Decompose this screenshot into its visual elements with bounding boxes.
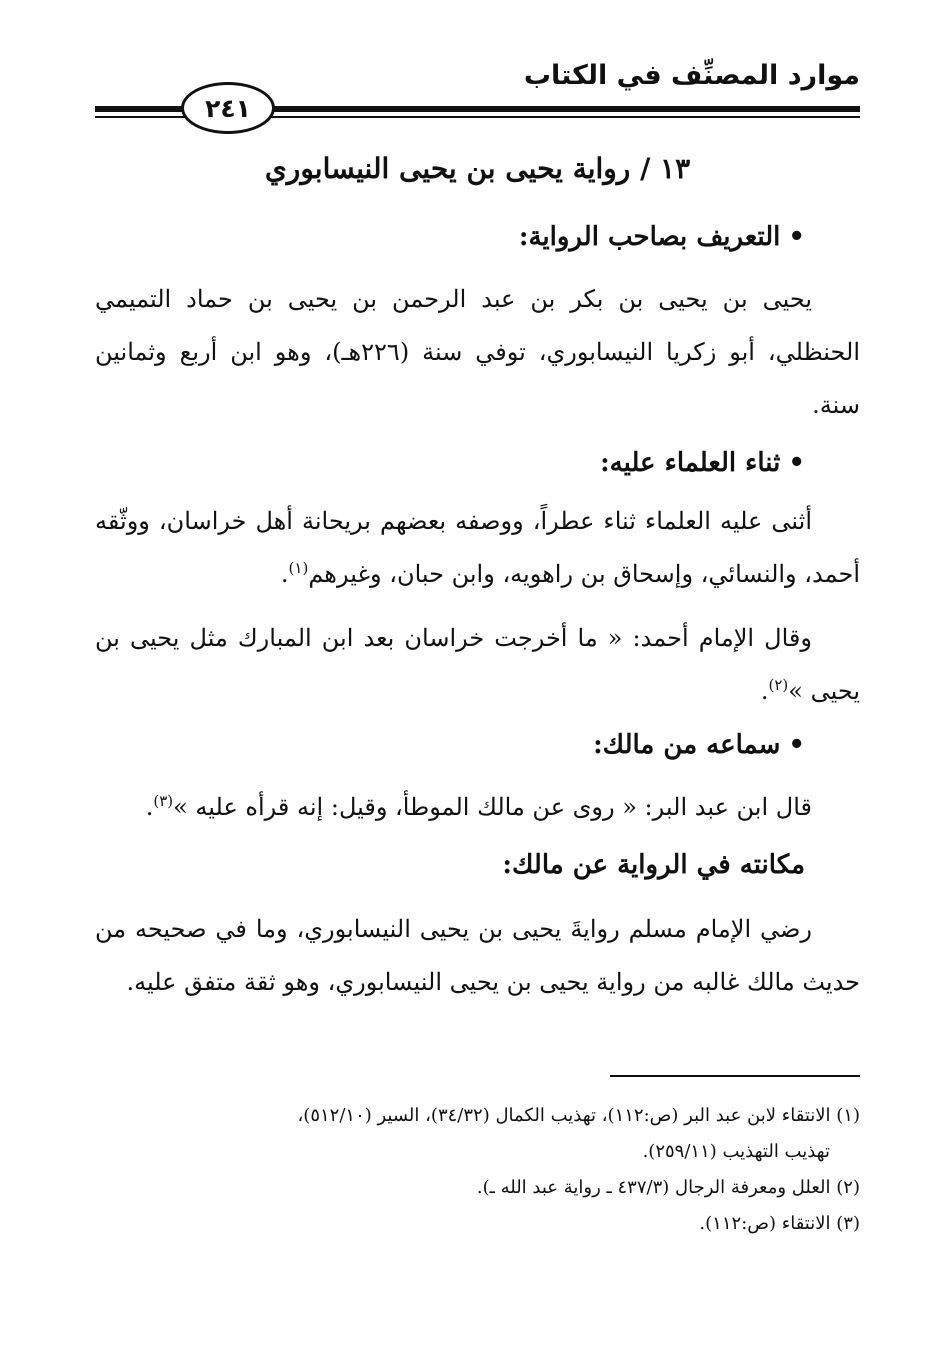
footnote-text: العلل ومعرفة الرجال (٤٣٧/٣ ـ رواية عبد الله ـ). <box>476 1177 831 1198</box>
paragraph-praise <box>95 495 860 601</box>
bullet: • <box>788 448 805 478</box>
footnote-continuation: تهذيب التهذيب (٢٥٩/١١). <box>642 1141 830 1162</box>
footnote-marker-3: (٣) <box>153 792 174 810</box>
footnote-marker-1: (١) <box>288 559 309 577</box>
section-heading-text: التعريف بصاحب الرواية: <box>518 222 781 252</box>
paragraph-text: وقال الإمام أحمد: « ما أخرجت خراسان بعد ابن المبارك مثل يحيى بن يحيى » <box>95 624 860 705</box>
footnote-1 <box>95 1098 860 1170</box>
footnote-marker-2: (٢) <box>768 676 789 694</box>
section-heading-text: ثناء العلماء عليه: <box>600 448 781 478</box>
footnote-3 <box>95 1206 860 1242</box>
book-page <box>95 0 860 1359</box>
section-heading-praise <box>600 448 805 478</box>
footnote-number: (٣) <box>836 1213 860 1234</box>
footnotes <box>95 1098 860 1242</box>
footnote-number: (٢) <box>836 1177 860 1198</box>
section-heading-status: مكانته في الرواية عن مالك: <box>502 850 805 880</box>
period: . <box>280 560 289 588</box>
running-title: موارد المصنِّف في الكتاب <box>523 60 860 91</box>
paragraph-ibn-abd-al-barr <box>95 781 860 834</box>
bullet: • <box>788 730 805 760</box>
bullet: • <box>788 222 805 252</box>
section-heading-author <box>519 222 805 252</box>
footnote-text: الانتقاء لابن عبد البر (ص:١١٢)، تهذيب الكمال (٣٤/٣٢)، السير (٥١٢/١٠)، <box>297 1105 831 1126</box>
paragraph-text: قال ابن عبد البر: « روى عن مالك الموطأ، وقيل: إنه قرأه عليه » <box>173 793 812 821</box>
paragraph-status: رضي الإمام مسلم روايةَ يحيى بن يحيى النيسابوري، وما في صحيحه من حديث مالك غالبه من رواية يحيى بن يحيى النيسابوري، وهو ثقة متفق عليه. <box>95 915 860 996</box>
page-number: ٢٤١ <box>181 82 275 134</box>
paragraph-author-bio: يحيى بن يحيى بن بكر بن عبد الرحمن بن يحيى بن حماد التميمي الحنظلي، أبو زكريا النيسابوري، توفي سنة (٢٢٦هـ)، وهو ابن أربع وثمانين سنة. <box>95 285 861 419</box>
period: . <box>760 677 769 705</box>
paragraph-text: أثنى عليه العلماء ثناء عطراً، ووصفه بعضهم بريحانة أهل خراسان، ووثّقه أحمد، والنسائي، وإسحاق بن راهويه، وابن حبان، وغيرهم <box>95 507 860 588</box>
footnote-number: (١) <box>836 1105 860 1126</box>
section-heading-text: سماعه من مالك: <box>593 730 781 760</box>
section-heading-hearing <box>593 730 805 760</box>
period: . <box>145 793 154 821</box>
chapter-title: ١٣ / رواية يحيى بن يحيى النيسابوري <box>264 152 691 185</box>
footnote-2 <box>95 1170 860 1206</box>
paragraph-ahmad-quote <box>95 612 860 718</box>
footnote-text: الانتقاء (ص:١١٢). <box>699 1213 831 1234</box>
footnote-rule <box>610 1075 860 1077</box>
